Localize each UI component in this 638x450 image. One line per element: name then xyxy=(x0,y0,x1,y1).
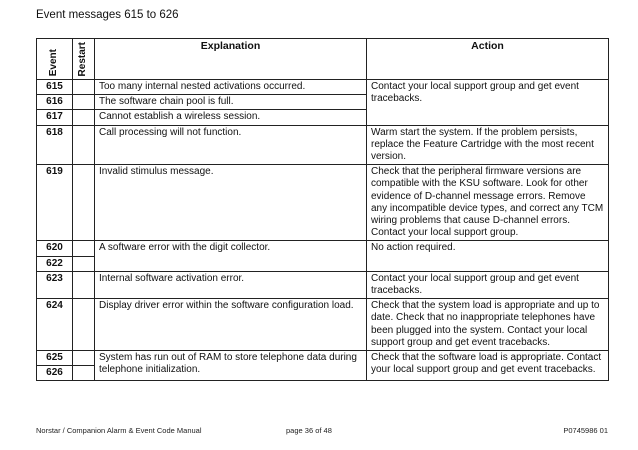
restart-cell xyxy=(73,366,95,381)
table-row xyxy=(37,271,609,298)
action-cell: Check that the software load is appropriate. Contact your local support group and get event tracebacks. xyxy=(367,351,609,381)
explanation-cell: Call processing will not function. xyxy=(95,125,367,165)
restart-cell xyxy=(73,271,95,298)
action-cell: Check that the peripheral firmware versions are compatible with the KSU software. Look for other evidence of D-channel message errors. Remove any incompatible device types, and correct any TCM wiring problems that cause D-channel errors. Contact your local support group. xyxy=(367,165,609,241)
event-code: 624 xyxy=(37,299,73,351)
event-code: 625 xyxy=(37,351,73,366)
event-code: 616 xyxy=(37,95,73,110)
explanation-column-header: Explanation xyxy=(95,39,367,80)
action-column-header: Action xyxy=(367,39,609,80)
event-table xyxy=(36,38,609,381)
explanation-cell: Display driver error within the software configuration load. xyxy=(95,299,367,351)
explanation-cell: A software error with the digit collector. xyxy=(95,241,367,271)
footer-page-number: page 36 of 48 xyxy=(286,426,332,435)
explanation-cell: Invalid stimulus message. xyxy=(95,165,367,241)
explanation-cell: Internal software activation error. xyxy=(95,271,367,298)
table-row xyxy=(37,351,609,366)
restart-cell xyxy=(73,299,95,351)
event-code: 619 xyxy=(37,165,73,241)
event-code: 626 xyxy=(37,366,73,381)
page-heading: Event messages 615 to 626 xyxy=(36,9,179,21)
restart-cell xyxy=(73,241,95,256)
action-cell: No action required. xyxy=(367,241,609,271)
action-cell: Contact your local support group and get event tracebacks. xyxy=(367,271,609,298)
action-cell: Warm start the system. If the problem persists, replace the Feature Cartridge with the most recent version. xyxy=(367,125,609,165)
footer-document-number: P0745986 01 xyxy=(563,426,608,435)
table-row xyxy=(37,125,609,165)
footer-manual-title: Norstar / Companion Alarm & Event Code Manual xyxy=(36,426,202,435)
table-row xyxy=(37,299,609,351)
restart-cell xyxy=(73,165,95,241)
event-column-header: Event xyxy=(37,39,73,80)
event-code: 618 xyxy=(37,125,73,165)
action-cell: Check that the system load is appropriate and up to date. Check that no inappropriate telephones have been plugged into the system. Contact your local support group and get event tracebacks. xyxy=(367,299,609,351)
restart-cell xyxy=(73,256,95,271)
explanation-cell: System has run out of RAM to store telephone data during telephone initialization. xyxy=(95,351,367,381)
table-header-row xyxy=(37,39,609,80)
table-row xyxy=(37,165,609,241)
event-code: 615 xyxy=(37,80,73,95)
event-code: 623 xyxy=(37,271,73,298)
action-cell: Contact your local support group and get event tracebacks. xyxy=(367,80,609,126)
event-code: 622 xyxy=(37,256,73,271)
explanation-cell: Too many internal nested activations occurred. xyxy=(95,80,367,95)
event-code: 620 xyxy=(37,241,73,256)
explanation-cell: The software chain pool is full. xyxy=(95,95,367,110)
table-row xyxy=(37,80,609,95)
restart-cell xyxy=(73,351,95,366)
restart-cell xyxy=(73,95,95,110)
restart-cell xyxy=(73,110,95,125)
restart-cell xyxy=(73,80,95,95)
restart-cell xyxy=(73,125,95,165)
explanation-cell: Cannot establish a wireless session. xyxy=(95,110,367,125)
table-row xyxy=(37,241,609,256)
restart-column-header: Restart xyxy=(73,39,95,80)
event-code: 617 xyxy=(37,110,73,125)
